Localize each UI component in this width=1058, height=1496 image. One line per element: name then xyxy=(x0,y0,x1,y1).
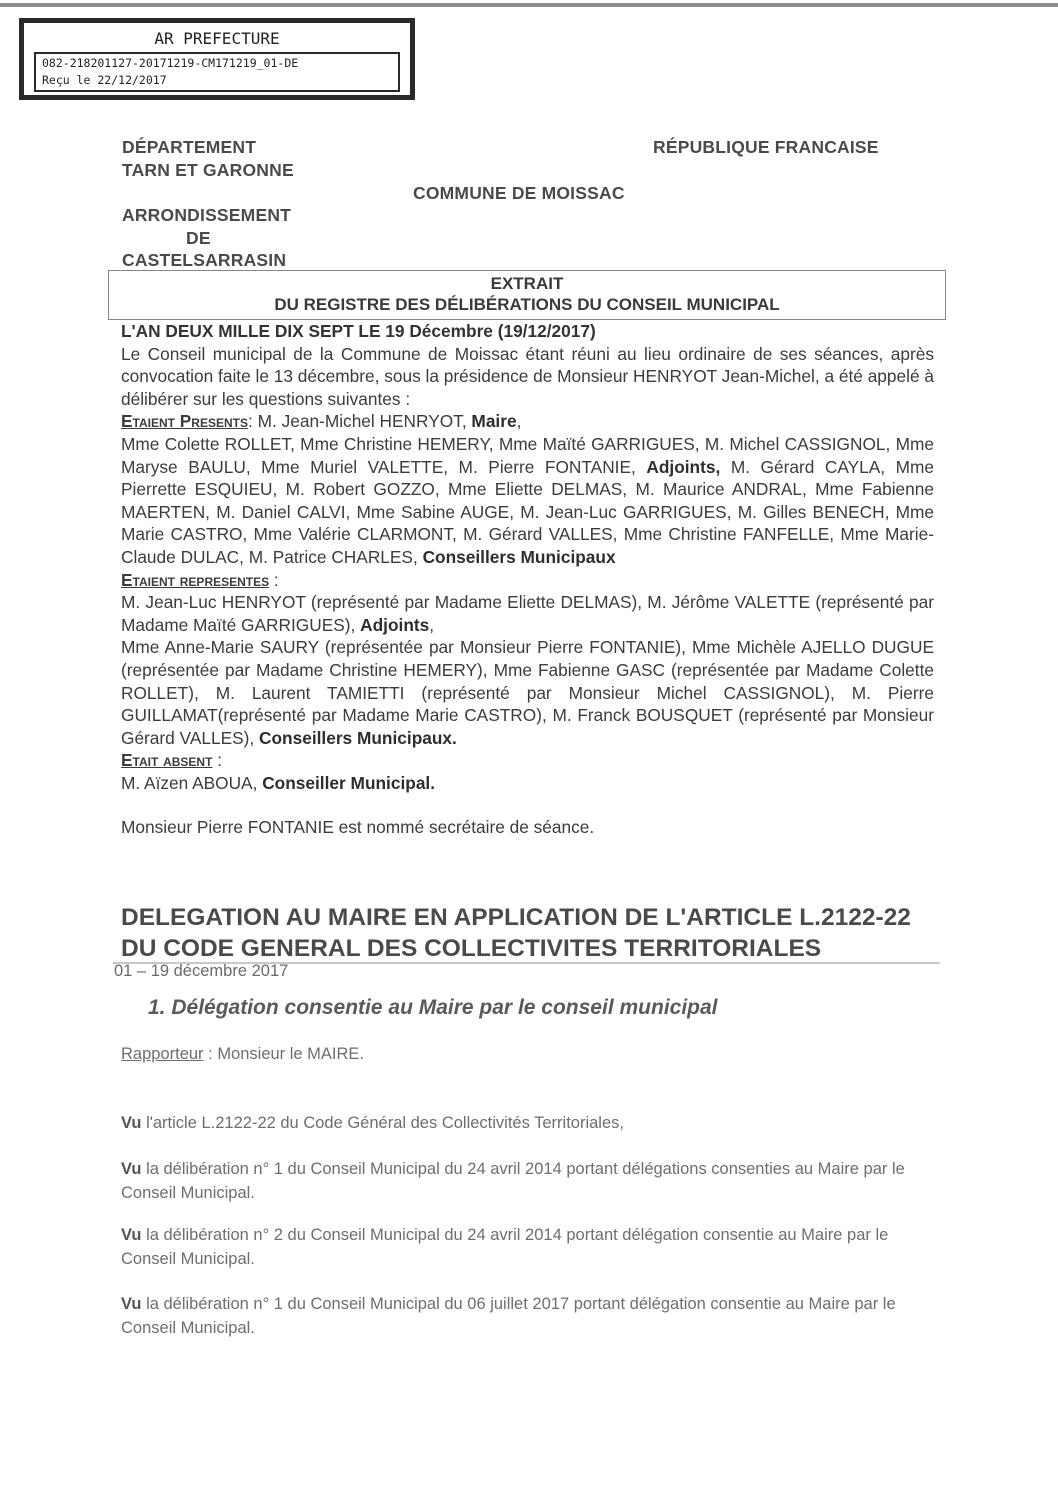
stamp-received-date: Reçu le 22/12/2017 xyxy=(42,73,167,87)
extract-subtitle: DU REGISTRE DES DÉLIBÉRATIONS DU CONSEIL MUNICIPAL xyxy=(274,295,780,314)
deliberation-title: DELEGATION AU MAIRE EN APPLICATION DE L'ARTICLE L.2122-22 DU CODE GENERAL DES COLLECTIVITES TERRITORIALES xyxy=(121,904,911,962)
present-conseillers: M. Gérard CAYLA, Mme Pierrette ESQUIEU, M. Robert GOZZO, Mme Eliette DELMAS, M. Maurice ANDRAL, Mme Fabienne MAERTEN, M. Daniel CALVI, Mme Sabine AUGE, M. Jean-Luc GARRIGUES, M. Gilles BENECH, Mme Marie CASTRO, Mme Valérie CLARMONT, M. Gérard VALLES, Mme Christine FANFELLE, Mme Marie-Claude DULAC, M. Patrice CHARLES, xyxy=(121,456,934,567)
represented-section: Etaient representes : xyxy=(121,569,279,590)
vu-label: Vu xyxy=(121,1160,142,1178)
meeting-record xyxy=(121,320,934,839)
rapporteur-line xyxy=(121,1042,934,1066)
vu-item xyxy=(121,1292,934,1340)
vu-item xyxy=(121,1111,934,1135)
vu-item xyxy=(121,1157,934,1205)
conseillers-role: Conseillers Municipaux xyxy=(422,546,616,567)
stamp-reference: 082-218201127-20171219-CM171219_01-DE xyxy=(42,56,299,70)
vu-text: la délibération n° 2 du Conseil Municipal du 24 avril 2014 portant délégation consentie au Maire par le Conseil Municipal. xyxy=(121,1226,889,1268)
present-section: Etaient Presents: M. Jean-Michel HENRYOT, Maire, xyxy=(121,411,522,432)
republique-label: RÉPUBLIQUE FRANCAISE xyxy=(653,137,879,157)
departement-name: TARN ET GARONNE xyxy=(122,160,294,180)
represented-conseillers: Mme Anne-Marie SAURY (représentée par Monsieur Pierre FONTANIE), Mme Michèle AJELLO DUGUE (représentée par Madame Christine HEMERY), Mme Fabienne GASC (représentée par Madame Colette ROLLET), M. Laurent TAMIETTI (représenté par Monsieur Michel CASSIGNOL), M. Pierre GUILLAMAT(représenté par Madame Marie CASTRO), M. Franck BOUSQUET (représenté par Monsieur Gérard VALLES), xyxy=(121,637,934,748)
absent-name: M. Aïzen ABOUA, xyxy=(121,772,263,793)
arrondissement-de: DE xyxy=(186,228,211,248)
extract-title-box xyxy=(108,270,946,320)
absent-label: Etait absent xyxy=(121,750,213,771)
meeting-date: L'AN DEUX MILLE DIX SEPT LE 19 Décembre (19/12/2017) xyxy=(121,321,596,341)
rapporteur-value: : Monsieur le MAIRE. xyxy=(203,1045,365,1063)
arrondissement-name: CASTELSARRASIN xyxy=(122,250,287,270)
represented-conseillers-role: Conseillers Municipaux. xyxy=(259,727,457,748)
deliberation-subtitle: 1. Délégation consentie au Maire par le conseil municipal xyxy=(148,996,718,1019)
represented-adjoints-block: M. Jean-Luc HENRYOT (représenté par Madame Eliette DELMAS), M. Jérôme VALETTE (représenté par Madame Maïté GARRIGUES), Adjoints, xyxy=(121,592,934,635)
mayor-role: Maire xyxy=(471,411,517,432)
present-adjoints: Mme Colette ROLLET, Mme Christine HEMERY, Mme Maïté GARRIGUES, M. Michel CASSIGNOL, Mme Maryse BAULU, Mme Muriel VALETTE, M. Pierre FONTANIE, xyxy=(121,433,934,477)
absent-role: Conseiller Municipal. xyxy=(262,772,436,793)
vu-label: Vu xyxy=(121,1295,142,1313)
deliberation-date-range: 01 – 19 décembre 2017 xyxy=(114,962,289,980)
present-label: Etaient Presents xyxy=(121,411,248,432)
vu-text: la délibération n° 1 du Conseil Municipal du 06 juillet 2017 portant délégation consentie au Maire par le Conseil Municipal. xyxy=(121,1295,896,1337)
stamp-details xyxy=(34,52,400,92)
vu-label: Vu xyxy=(121,1114,142,1132)
vu-label: Vu xyxy=(121,1226,142,1244)
rapporteur-label: Rapporteur xyxy=(121,1045,204,1063)
commune-name: COMMUNE DE MOISSAC xyxy=(413,183,625,203)
extract-title: EXTRAIT xyxy=(490,274,564,293)
present-members xyxy=(121,433,934,569)
prefecture-stamp xyxy=(19,18,415,100)
stamp-title: AR PREFECTURE xyxy=(154,29,280,48)
secretary-line: Monsieur Pierre FONTANIE est nommé secrétaire de séance. xyxy=(121,817,595,838)
vu-item xyxy=(121,1223,934,1271)
adjoints-role: Adjoints, xyxy=(646,456,721,477)
absent-block xyxy=(121,772,934,795)
represented-adjoints-role: Adjoints xyxy=(360,614,430,635)
represented-label: Etaient representes xyxy=(121,569,270,590)
departement-label: DÉPARTEMENT xyxy=(122,137,257,157)
scan-top-edge xyxy=(0,3,1058,7)
absent-section: Etait absent : xyxy=(121,750,223,771)
arrondissement-label: ARRONDISSEMENT xyxy=(122,205,292,225)
present-mayor: : M. Jean-Michel HENRYOT, xyxy=(247,411,472,432)
vu-text: la délibération n° 1 du Conseil Municipal du 24 avril 2014 portant délégations consenties au Maire par le Conseil Municipal. xyxy=(121,1160,905,1202)
represented-adjoints: M. Jean-Luc HENRYOT (représenté par Madame Eliette DELMAS), M. Jérôme VALETTE (représenté par Madame Maïté GARRIGUES), xyxy=(121,592,934,635)
meeting-intro: Le Conseil municipal de la Commune de Moissac étant réuni au lieu ordinaire de ses séances, après convocation faite le 13 décembre, sous la présidence de Monsieur HENRYOT Jean-Michel, a été appelé à délibérer sur les questions suivantes : xyxy=(121,343,934,409)
vu-text: l'article L.2122-22 du Code Général des Collectivités Territoriales, xyxy=(141,1114,624,1132)
represented-conseillers-block xyxy=(121,636,934,749)
